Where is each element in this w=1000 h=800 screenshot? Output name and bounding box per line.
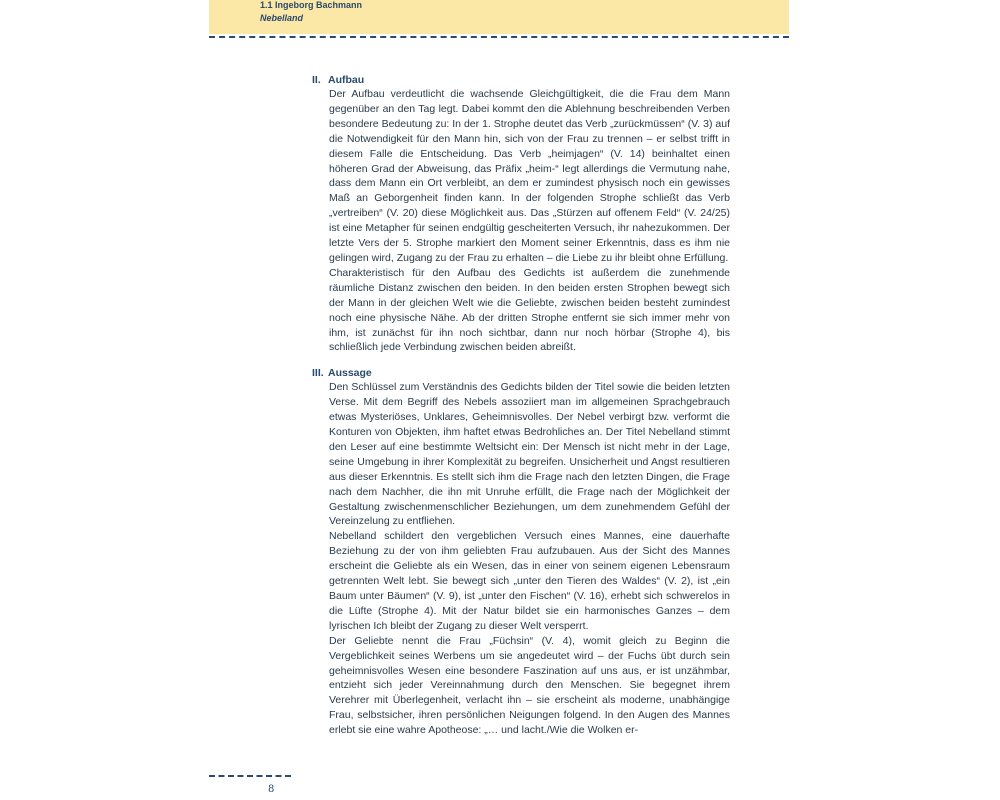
- paragraph: Der Geliebte nennt die Frau „Füchsin“ (V. 4), womit gleich zu Beginn die Vergeblichkeit seines Werbens um sie angedeutet wird – der Fuchs übt durch sein geheimnisvolles Wesen eine besondere Faszination auf uns aus, er ist unzähmbar, entzieht sich jeder Vereinnahmung durch den Menschen. Sie begegnet ihrem Verehrer mit Überlegenheit, verlacht ihn – sie erscheint als moderne, unabhängige Frau, selbstsicher, ihren persönlichen Neigungen folgend. In den Augen des Mannes erlebt sie eine wahre Apotheose: „… und lacht./Wie die Wolken er-: [329, 634, 730, 737]
- section-aufbau: [312, 73, 730, 355]
- running-head-title: Nebelland: [260, 13, 304, 23]
- running-head-chapter: 1.1 Ingeborg Bachmann: [260, 0, 363, 10]
- section-number: III.: [312, 367, 324, 380]
- header-divider: [209, 36, 789, 38]
- section-title: Aussage: [328, 367, 372, 380]
- section-number: II.: [312, 74, 321, 86]
- page-content: [312, 73, 730, 738]
- page-number: 8: [268, 784, 275, 795]
- paragraph: Charakteristisch für den Aufbau des Gedichts ist außerdem die zunehmende räumliche Distanz zwischen den beiden. In den beiden ersten Strophen bewegt sich der Mann in der gleichen Welt wie die Geliebte, zwischen beiden besteht zumindest noch eine physische Nähe. Ab der dritten Strophe entfernt sie sich immer mehr von ihm, ist zunächst für ihn noch sichtbar, dann nur noch hörbar (Strophe 4), bis schließlich jede Verbindung zwischen beiden abreißt.: [329, 266, 730, 354]
- section-heading: [312, 73, 730, 87]
- footer-divider: [209, 775, 291, 777]
- paragraph: Der Aufbau verdeutlicht die wachsende Gleichgültigkeit, die die Frau dem Mann gegenüber an den Tag legt. Dabei kommt den die Ablehnung beschreibenden Verben besondere Bedeutung zu: In der 1. Strophe deutet das Verb „zurückmüssen“ (V. 3) auf die Notwendigkeit für den Mann hin, sich von der Frau zu trennen – er selbst trifft in diesem Falle die Entscheidung. Das Verb „heimjagen“ (V. 14) beinhaltet einen höheren Grad der Abweisung, das Präfix „heim-“ legt allerdings die Vermutung nahe, dass dem Mann ein Ort verbleibt, an dem er zumindest physisch noch ein gewisses Maß an Geborgenheit finden kann. In der folgenden Strophe schließt das Verb „vertreiben“ (V. 20) diese Möglichkeit aus. Das „Stürzen auf offenem Feld“ (V. 24/25) ist eine Metapher für seinen endgültig gescheiterten Versuch, ihr nahezukommen. Der letzte Vers der 5. Strophe markiert den Moment seiner Erkenntnis, dass es ihm nie gelingen wird, Zugang zu der Frau zu erhalten – die Liebe zu ihr bleibt ohne Erfüllung.: [329, 88, 730, 264]
- section-aussage: [312, 366, 730, 738]
- section-heading: [312, 366, 730, 380]
- paragraph: Den Schlüssel zum Verständnis des Gedichts bilden der Titel sowie die beiden letzten Verse. Mit dem Begriff des Nebels assoziiert man im allgemeinen Sprachgebrauch etwas Mysteriöses, Unklares, Geheimnisvolles. Der Nebel verbirgt bzw. verformt die Konturen von Objekten, ihm haftet etwas Bedrohliches an. Der Titel Nebelland stimmt den Leser auf eine bestimmte Weltsicht ein: Der Mensch ist nicht mehr in der Lage, seine Umgebung in ihrer Komplexität zu begreifen. Unsicherheit und Angst resultieren aus dieser Erkenntnis. Es stellt sich ihm die Frage nach den letzten Dingen, die Frage nach dem Nachher, die ihn mit Unruhe erfüllt, die Frage nach der Möglichkeit der Gestaltung zwischenmenschlicher Beziehungen, um dem zunehmendem Gefühl der Vereinzelung zu entfliehen.: [329, 381, 730, 528]
- section-title: Aufbau: [328, 74, 365, 86]
- paragraph: Nebelland schildert den vergeblichen Versuch eines Mannes, eine dauerhafte Beziehung zu der von ihm geliebten Frau aufzubauen. Aus der Sicht des Mannes erscheint die Geliebte als ein Wesen, das in einer von seinem eigenen Lebensraum getrennten Welt lebt. Sie bewegt sich „unter den Tieren des Waldes“ (V. 2), ist „ein Baum unter Bäumen“ (V. 9), ist „unter den Fischen“ (V. 16), erhebt sich schwerelos in die Lüfte (Strophe 4). Mit der Natur bildet sie ein harmonisches Ganzes – dem lyrischen Ich bleibt der Zugang zu dieser Welt versperrt.: [329, 530, 730, 632]
